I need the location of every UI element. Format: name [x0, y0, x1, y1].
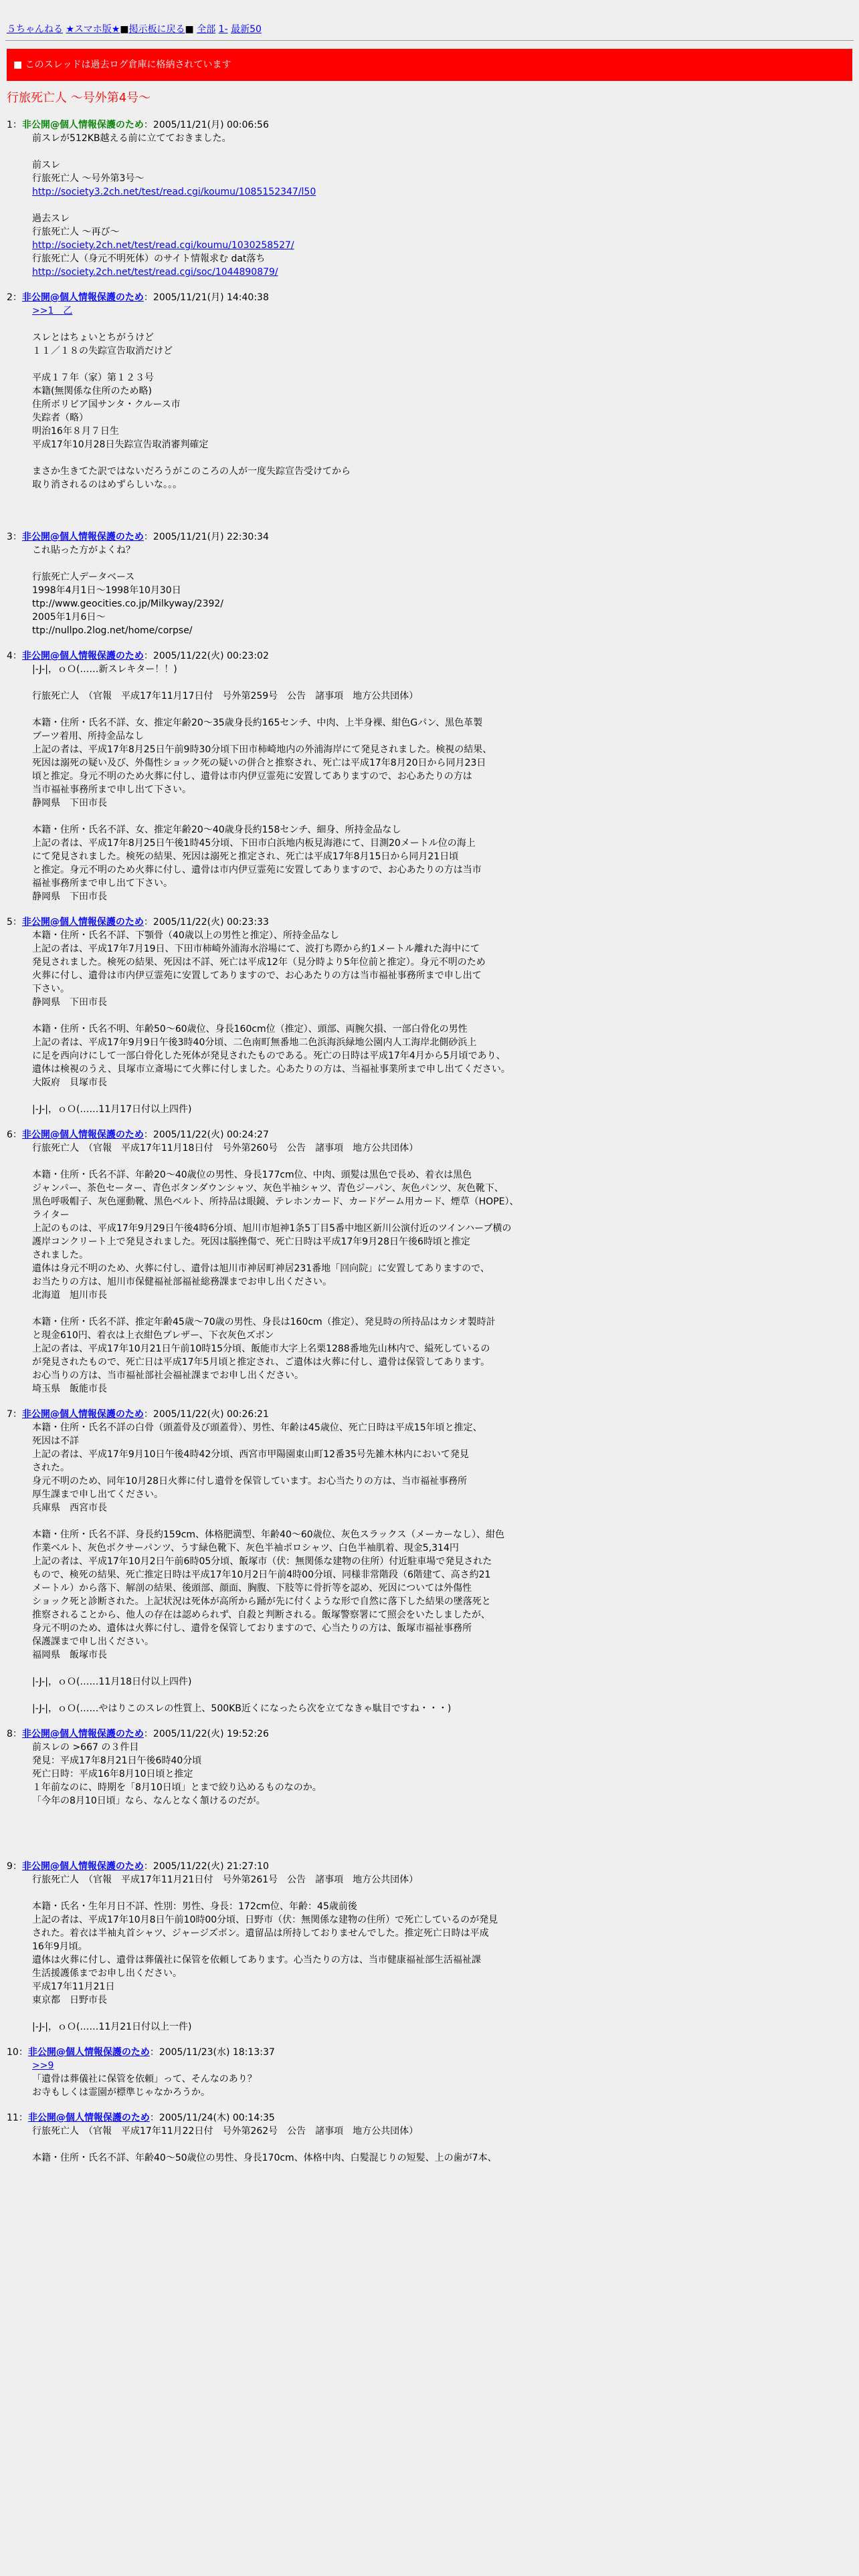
post-text-line: 厚生課まで申し出てください。 [32, 1489, 163, 1500]
post [7, 916, 859, 1116]
poster-name-link[interactable]: 非公開@個人情報保護のため [21, 1861, 144, 1872]
post-text-line: 取り消されるのはめずらしいな。。。 [32, 479, 182, 490]
back-to-board-link[interactable]: 掲示板に戻る [128, 24, 185, 35]
post-text-line: 死亡日時：平成16年8月10日頃と推定 [32, 1769, 193, 1780]
post-text-line: 上記の者は、平成17年10月8日午前10時00分頃、日野市（伏：無関係な建物の住所）で死亡しているのが発見 [32, 1915, 498, 1925]
post-date: 2005/11/21(月) 00:06:56 [153, 120, 269, 130]
post-text-line: 頃と推定。身元不明のため火葬に付し、遺骨は市内伊豆霊苑に安置してありますので、お心あたりの方は [32, 771, 472, 782]
post-body [32, 2125, 859, 2165]
post [7, 291, 859, 518]
post-text-line: と推定。身元不明のため火葬に付し、遺骨は市内伊豆霊苑に安置してありますので、お心あたりの方は当市 [32, 865, 482, 875]
poster-name-link[interactable]: 非公開@個人情報保護のため [21, 120, 144, 130]
post-date: 2005/11/24(木) 00:14:35 [159, 2113, 275, 2123]
post-text-line: 上記の者は、平成17年9月10日午後4時42分頃、西宮市甲陽園東山町12番35号先雑木林内において発見 [32, 1449, 469, 1460]
post-text-line: ライター [32, 1210, 70, 1220]
post-text-line: まさか生きてた訳ではないだろうがこのころの人が一度失踪宣告受けてから [32, 466, 351, 477]
post-text-line: これ貼った方がよくね？ [32, 545, 135, 556]
post-text-line: と現金610円、着衣は上衣紺色ブレザー、下衣灰色ズボン [32, 1330, 274, 1341]
post-link[interactable]: http://society3.2ch.net/test/read.cgi/koumu/1085152347/l50 [32, 187, 316, 197]
post-text-line: 行旅死亡人 〜号外第3号〜 [32, 173, 145, 184]
square-icon: ■ [120, 24, 129, 35]
post [7, 118, 859, 279]
blank-line [32, 505, 859, 518]
post-text-line: 推察されることから、他人の存在は認められず、自殺と判断される。飯塚警察署にて照会をいたしましたが、 [32, 1610, 490, 1620]
post-text-line: 当市福祉事務所まで申し出て下さい。 [32, 784, 191, 795]
post-body [32, 1142, 859, 1396]
post-number[interactable]: 2 [7, 292, 13, 303]
post-text-line: お心当りの方は、当市福祉部社会福祉課までお申し出ください。 [32, 1370, 304, 1381]
post-text-line: 上記のものは、平成17年9月29日午後4時6分頃、旭川市旭神1条5丁目5番中地区新川公演付近のツインハーブ横の [32, 1223, 512, 1234]
post-text-line: 「今年の8月10日頃」なら、なんとなく頷けるのだが。 [32, 1796, 266, 1806]
post-number[interactable]: 10 [7, 2047, 19, 2058]
post-text-line: 行旅死亡人 （官報 平成17年11月22日付 号外第262号 公告 諸事項 地方公共団体） [32, 2126, 419, 2137]
post-text-line: 死因は溺死の疑い及び、外傷性ショック死の疑いの併合と推察され、死亡は平成17年8月20日から同月23日 [32, 758, 486, 768]
post-text-line: ジャンパー、茶色セーター、青色ボタンダウンシャツ、灰色半袖シャツ、青色ジーパン、灰色パンツ、灰色靴下、 [32, 1183, 504, 1194]
blank-line [32, 1821, 859, 1834]
post-text-line: 行旅死亡人 （官報 平成17年11月17日付 号外第259号 公告 諸事項 地方公共団体） [32, 691, 419, 702]
poster-name-link[interactable]: 非公開@個人情報保護のため [21, 1729, 144, 1739]
post-text-line: |-J-|，ｏＯ(……11月18日付以上四件) [32, 1677, 192, 1687]
post-text-line: 上記の者は、平成17年9月9日午後3時40分頃、二色南町無番地二色浜海浜緑地公園内人工海岸北側砂浜上 [32, 1037, 477, 1048]
blank-line [32, 2007, 859, 2020]
post-date: 2005/11/22(火) 00:23:02 [153, 651, 269, 661]
post-link[interactable]: >>1 乙 [32, 306, 73, 316]
post-text-line: 本籍・住所・氏名不詳、身長約159cm、体格肥満型、年齢40〜60歳位、灰色スラックス（メーカーなし）、紺色 [32, 1529, 504, 1540]
post-text-line: 本籍・氏名・生年月日不詳、性別：男性、身長：172cm位、年齢：45歳前後 [32, 1901, 357, 1912]
post-text-line: 行旅死亡人データベース [32, 572, 135, 582]
post-body [32, 929, 859, 1116]
blank-line [32, 492, 859, 505]
post-text-line: 平成１７年（家）第１２３号 [32, 372, 154, 383]
poster-name-link[interactable]: 非公開@個人情報保護のため [21, 532, 144, 542]
post-text-line: 「遺骨は葬儀社に保管を依頼」って、そんなのあり？ [32, 2074, 257, 2084]
post-number[interactable]: 5 [7, 917, 13, 928]
top-navigation [0, 0, 859, 40]
post-text-line: 過去スレ [32, 213, 70, 224]
post-text-line: 1998年4月1日〜1998年10月30日 [32, 585, 181, 596]
post-text-line: 本籍・住所・氏名不詳、年齢20〜40歳位の男性、身長177cm位、中肉、頭髪は黒色で長め、着衣は黒色 [32, 1170, 472, 1180]
post-link[interactable]: >>9 [32, 2060, 54, 2071]
post-text-line: されました。 [32, 1250, 88, 1261]
post-text-line: 行旅死亡人 （官報 平成17年11月18日付 号外第260号 公告 諸事項 地方公共団体） [32, 1143, 419, 1154]
post-text-line: お寺もしくは霊園が標準じゃなかろうか。 [32, 2087, 210, 2098]
blank-line [32, 676, 859, 689]
post-text-line: ブーツ着用、所持金品なし [32, 731, 145, 742]
post-text-line: 保護課まで申し出ください。 [32, 1636, 154, 1647]
post-number[interactable]: 3 [7, 532, 13, 542]
post-text-line: ショック死と診断された。上記状況は死体が高所から踊が先に付くような形で自然に落下した結果の墜落死と [32, 1596, 491, 1607]
post-text-line: 静岡県 下田市長 [32, 997, 107, 1008]
post-date: 2005/11/22(火) 00:26:21 [153, 1409, 269, 1420]
post-text-line: 行旅死亡人（身元不明死体）のサイト情報求む dat落ち [32, 253, 266, 264]
post-text-line: された。着衣は半袖丸首シャツ、ジャージズボン。遺留品は所持しておりませんでした。推定死亡日時は平成 [32, 1928, 489, 1939]
post-text-line: 16年9月頃。 [32, 1941, 88, 1952]
post-text-line: 福祉事務所まで申し出て下さい。 [32, 878, 173, 889]
post-number[interactable]: 11 [7, 2113, 19, 2123]
post-text-line: が発見されたもので、死亡日は平成17年5月頃と推定され、ご遺体は火葬に付し、遺骨は保管してあります。 [32, 1357, 490, 1368]
post-text-line: 本籍・住所・氏名不詳、女、推定年齢20〜40歳身長約158センチ、細身、所持金品なし [32, 825, 401, 835]
post-header: 8：非公開@個人情報保護のため：2005/11/22(火) 19:52:26 [7, 1729, 269, 1739]
blank-line [32, 199, 859, 212]
post-text-line: 前スレの >667 の３件目 [32, 1742, 139, 1753]
post-date: 2005/11/22(火) 00:23:33 [153, 917, 269, 928]
post-text-line: 死因は不詳 [32, 1436, 79, 1446]
poster-name-link[interactable]: 非公開@個人情報保護のため [27, 2047, 150, 2058]
post-text-line: 下さい。 [32, 984, 70, 994]
blank-line [32, 1302, 859, 1315]
post-date: 2005/11/21(月) 22:30:34 [153, 532, 269, 542]
blank-line [32, 318, 859, 331]
post-text-line: メートル）から落下、解剖の結果、後頭部、顔面、胸腹、下肢等に骨折等を認め、死因については外傷性 [32, 1583, 472, 1594]
post [7, 1128, 859, 1396]
post-text-line: ttp://www.geocities.co.jp/Milkyway/2392/ [32, 599, 224, 609]
post-text-line: 生活援護係までお申し出ください。 [32, 1968, 182, 1979]
post-body [32, 1421, 859, 1715]
post-header: 2：非公開@個人情報保護のため：2005/11/21(月) 14:40:38 [7, 292, 269, 303]
post-text-line: 上記の者は、平成17年10月21日午前10時15分頃、飯能市大字上名栗1288番地先山林内で、縊死しているの [32, 1344, 490, 1354]
poster-name-link[interactable]: 非公開@個人情報保護のため [21, 1409, 144, 1420]
blank-line [32, 2138, 859, 2151]
post-text-line: 静岡県 下田市長 [32, 891, 107, 902]
post-text-line: 平成17年10月28日失踪宣告取消審判確定 [32, 439, 209, 450]
post-header: 6：非公開@個人情報保護のため：2005/11/22(火) 00:24:27 [7, 1130, 269, 1140]
post [7, 649, 859, 903]
home-link[interactable]: ５ちゃんねる [7, 24, 63, 35]
post-text-line: 火葬に付し、遺骨は市内伊豆霊苑に安置してありますので、お心あたりの方は当市福祉事務所まで申し出て [32, 970, 482, 981]
post-text-line: 福岡県 飯塚市長 [32, 1650, 107, 1660]
square-icon: ■ [185, 24, 194, 35]
poster-name-link[interactable]: 非公開@個人情報保護のため [21, 1130, 144, 1140]
blank-line [32, 703, 859, 716]
post-text-line: 上記の者は、平成17年7月19日、下田市柿崎外浦海水浴場にて、波打ち際から約1メートル離れた海中にて [32, 944, 480, 954]
post-date: 2005/11/22(火) 19:52:26 [153, 1729, 269, 1739]
blank-line [32, 810, 859, 823]
blank-line [32, 1009, 859, 1023]
post-body [32, 544, 859, 637]
post-text-line: |-J-|，ｏＯ(……新スレキター！！) [32, 664, 177, 675]
post-text-line: ttp://nullpo.2log.net/home/corpse/ [32, 625, 193, 636]
post-text-line: １年前なのに、時期を「8月10日頃」とまで絞り込めるものなのか。 [32, 1782, 322, 1793]
post-header: 9：非公開@個人情報保護のため：2005/11/22(火) 21:27:10 [7, 1861, 269, 1872]
post-header: 7：非公開@個人情報保護のため：2005/11/22(火) 00:26:21 [7, 1409, 269, 1420]
mobile-version-link[interactable]: ★スマホ版★ [66, 24, 120, 35]
post-date: 2005/11/22(火) 00:24:27 [153, 1130, 269, 1140]
archived-notice-banner: ■ このスレッドは過去ログ倉庫に格納されています [7, 49, 852, 81]
blank-line [32, 358, 859, 371]
all-posts-link[interactable]: 全部 [197, 24, 216, 35]
post-text-line: もので、検死の結果、死亡推定日時は平成17年10月2日午前4時00分頃、同様非常階段（6階建て、高さ約21 [32, 1570, 491, 1580]
post-number[interactable]: 6 [7, 1130, 13, 1140]
post-text-line: |-J-|，ｏＯ(……やはりこのスレの性質上、500KB近くになったら次を立てなきゃ駄目ですね・・・) [32, 1703, 452, 1714]
blank-line [32, 557, 859, 570]
post-text-line: 遺体は火葬に付し、遺骨は葬儀社に保管を依頼してあります。心当たりの方は、当市健康福祉部生活福祉課 [32, 1955, 481, 1965]
post-link[interactable]: http://society.2ch.net/test/read.cgi/koumu/1030258527/ [32, 240, 294, 251]
thread-title: 行旅死亡人 〜号外第4号〜 [7, 91, 151, 105]
post-text-line: された。 [32, 1463, 70, 1473]
post-body [32, 2059, 859, 2099]
blank-line [32, 1155, 859, 1168]
post [7, 1727, 859, 1848]
post-text-line: 身元不明のため、同年10月28日火葬に付し遺骨を保管しています。お心当たりの方は、当市福祉事務所 [32, 1476, 467, 1487]
post-date: 2005/11/21(月) 14:40:38 [153, 292, 269, 303]
post-text-line: 前スレ [32, 160, 60, 171]
post-text-line: 2005年1月6日〜 [32, 612, 106, 623]
post-number[interactable]: 1 [7, 120, 13, 130]
post-text-line: 本籍・住所・氏名不詳、女、推定年齢20〜35歳身長約165センチ、中肉、上半身裸、紺色Gパン、黒色革製 [32, 718, 483, 728]
post-text-line: 本籍(無関係な住所のため略) [32, 386, 152, 397]
post [7, 1860, 859, 2034]
post-header: 10：非公開@個人情報保護のため：2005/11/23(水) 18:13:37 [7, 2047, 275, 2058]
post-text-line: お当たりの方は、旭川市保健福祉部福祉総務課までお申し出ください。 [32, 1277, 332, 1287]
post-text-line: にて発見されました。検死の結果、死因は溺死と推定され、死亡は平成17年8月15日から同月21日頃 [32, 851, 459, 862]
blank-line [32, 1887, 859, 1900]
post-header: 5：非公開@個人情報保護のため：2005/11/22(火) 00:23:33 [7, 917, 269, 928]
post-body [32, 304, 859, 518]
post [7, 2111, 859, 2165]
blank-line [32, 1834, 859, 1848]
post-text-line: 本籍・住所・氏名不詳、年齢40〜50歳位の男性、身長170cm、体格中肉、白髪混じりの短髪、上の歯が7本、 [32, 2153, 497, 2163]
poster-name-link[interactable]: 非公開@個人情報保護のため [21, 651, 144, 661]
post-list [7, 118, 859, 2165]
post [7, 530, 859, 637]
post-text-line: 行旅死亡人 （官報 平成17年11月21日付 号外第261号 公告 諸事項 地方公共団体） [32, 1874, 419, 1885]
post-text-line: |-J-|，ｏＯ(……11月17日付以上四件) [32, 1104, 192, 1115]
post-text-line: 行旅死亡人 〜再び〜 [32, 227, 120, 237]
post-text-line: 本籍・住所・氏名不詳、下顎骨（40歳以上の男性と推定）、所持金品なし [32, 930, 339, 941]
poster-name-link[interactable]: 非公開@個人情報保護のため [21, 917, 144, 928]
post-body [32, 663, 859, 903]
post-text-line: |-J-|，ｏＯ(……11月21日付以上一件) [32, 2022, 192, 2032]
post-text-line: 護岸コンクリート上で発見されました。死因は脳挫傷で、死亡日時は平成17年9月28日午後6時頃と推定 [32, 1237, 470, 1247]
post-text-line: 静岡県 下田市長 [32, 798, 107, 809]
post-body [32, 1741, 859, 1848]
post-header: 11：非公開@個人情報保護のため：2005/11/24(木) 00:14:35 [7, 2113, 275, 2123]
post-text-line: 失踪者（略） [32, 413, 88, 423]
post [7, 1408, 859, 1715]
blank-line [32, 145, 859, 158]
post-text-line: 前スレが512KB越える前に立てておきました。 [32, 133, 231, 144]
blank-line [32, 1662, 859, 1675]
post-link[interactable]: http://society.2ch.net/test/read.cgi/soc/1044890879/ [32, 267, 278, 278]
post-header: 4：非公開@個人情報保護のため：2005/11/22(火) 00:23:02 [7, 651, 269, 661]
latest-50-link[interactable]: 最新50 [231, 24, 262, 35]
post-text-line: 作業ベルト、灰色ボクサーパンツ、うす緑色靴下、灰色半袖ポロシャツ、白色半袖肌着、現金5,314円 [32, 1543, 459, 1553]
post-text-line: スレとはちょいとちがうけど [32, 332, 154, 343]
blank-line [32, 1689, 859, 1702]
post-text-line: 本籍・住所・氏名不詳、推定年齢45歳〜70歳の男性、身長は160cm（推定）、発見時の所持品はカシオ製時計 [32, 1317, 496, 1327]
poster-name-link[interactable]: 非公開@個人情報保護のため [21, 292, 144, 303]
post-date: 2005/11/23(水) 18:13:37 [159, 2047, 275, 2058]
blank-line [32, 1089, 859, 1103]
post-text-line: 住所ボリビア国サンタ・クルース市 [32, 399, 181, 410]
post-text-line: １１／１８の失踪宣告取消だけど [32, 346, 173, 356]
post-number[interactable]: 7 [7, 1409, 13, 1420]
range-link[interactable]: 1- [218, 24, 228, 35]
post-text-line: 本籍・住所・氏名不明、年齢50〜60歳位、身長160cm位（推定）、頭部、両腕欠損、一部白骨化の男性 [32, 1024, 468, 1035]
post-text-line: 明治16年８月７日生 [32, 426, 119, 437]
post-header: 1：非公開@個人情報保護のため：2005/11/21(月) 00:06:56 [7, 120, 269, 130]
post-text-line: 発見：平成17年8月21日午後6時40分頃 [32, 1755, 202, 1766]
post-date: 2005/11/22(火) 21:27:10 [153, 1861, 269, 1872]
post-text-line: に足を西向けにして一部白骨化した死体が発見されたものである。死亡の日時は平成17年4月から5月頃であり、 [32, 1051, 506, 1061]
post-text-line: 本籍・住所・氏名不詳の白骨（頭蓋骨及び頭蓋骨）、男性、年齢は45歳位、死亡日時は平成15年頃と推定、 [32, 1422, 482, 1433]
post-text-line: 埼玉県 飯能市長 [32, 1384, 107, 1394]
post-text-line: 上記の者は、平成17年8月25日午後1時45分頃、下田市白浜地内板見海港にて、目測20メートル位の海上 [32, 838, 476, 849]
post-text-line: 発見されました。検死の結果、死因は不詳、死亡は平成12年（見分時より5年位前と推定）。身元不明のため [32, 957, 486, 968]
divider [5, 40, 854, 41]
post-body [32, 132, 859, 279]
post [7, 2046, 859, 2099]
post-text-line: 身元不明のため、遺体は火葬に付し、遺骨を保管しておりますので、心当たりの方は、飯塚市福祉事務所 [32, 1623, 472, 1634]
post-text-line: 大阪府 貝塚市長 [32, 1077, 107, 1088]
post-number[interactable]: 9 [7, 1861, 13, 1872]
post-header: 3：非公開@個人情報保護のため：2005/11/21(月) 22:30:34 [7, 532, 269, 542]
post-text-line: 遺体は検視のうえ、貝塚市立斎場にて火葬に付しました。心あたりの方は、当福祉事業所まで申し出てください。 [32, 1064, 510, 1075]
post-number[interactable]: 4 [7, 651, 13, 661]
post-text-line: 東京都 日野市長 [32, 1995, 107, 2006]
post-body [32, 1873, 859, 2034]
post-text-line: 上記の者は、平成17年10月2日午前6時05分頃、飯塚市（伏：無関係な建物の住所）付近駐車場で発見された [32, 1556, 492, 1567]
poster-name-link[interactable]: 非公開@個人情報保護のため [27, 2113, 150, 2123]
blank-line [32, 1808, 859, 1821]
post-text-line: 平成17年11月21日 [32, 1981, 115, 1992]
blank-line [32, 451, 859, 465]
post-number[interactable]: 8 [7, 1729, 13, 1739]
post-text-line: 北海道 旭川市長 [32, 1290, 107, 1301]
post-text-line: 上記の者は、平成17年8月25日午前9時30分頃下田市柿崎地内の外浦海岸にて発見されました。検視の結果、 [32, 744, 492, 755]
post-text-line: 遺体は身元不明のため、火葬に付し、遺骨は旭川市神居町神居231番地「回向院」に安置してありますので、 [32, 1263, 490, 1274]
blank-line [32, 1515, 859, 1528]
post-text-line: 兵庫県 西宮市長 [32, 1503, 107, 1513]
post-text-line: 黒色呼吸帽子、灰色運動靴、黒色ベルト、所持品は眼鏡、テレホンカード、カードゲーム用カード、煙草（HOPE）、 [32, 1196, 519, 1207]
